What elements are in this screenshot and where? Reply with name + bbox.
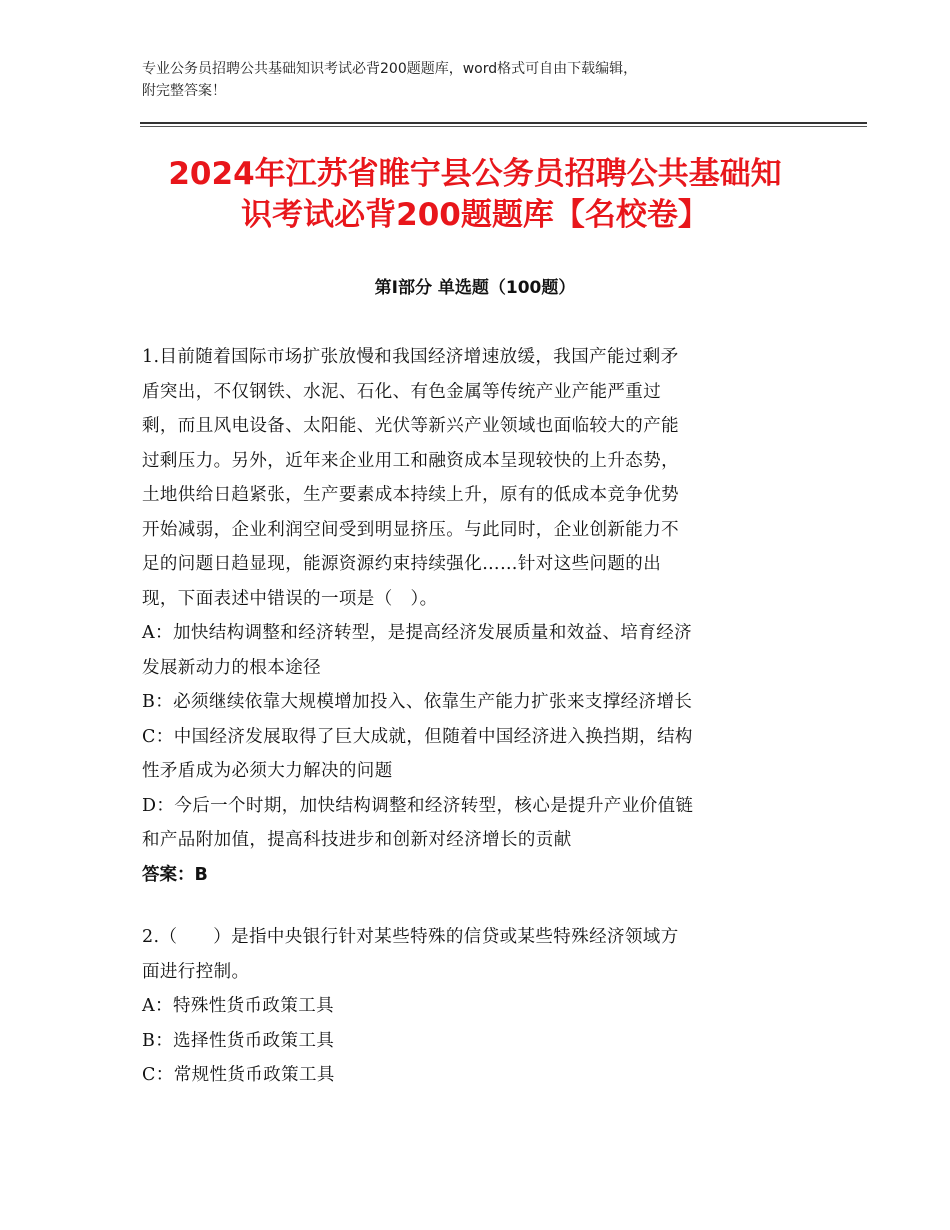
header-divider-thin <box>140 126 867 127</box>
question-stem-line: 2.（ ）是指中央银行针对某些特殊的信贷或某些特殊经济领域方 <box>142 927 679 947</box>
option-a: A：加快结构调整和经济转型，是提高经济发展质量和效益、培育经济 <box>142 623 693 643</box>
option-c: C：常规性货币政策工具 <box>142 1065 335 1085</box>
question-2 <box>142 920 807 1093</box>
answer-line: 答案：B <box>142 864 208 885</box>
question-1 <box>142 340 807 892</box>
question-stem-line: 现，下面表述中错误的一项是（ ）。 <box>142 588 438 609</box>
section-heading: 第Ⅰ部分 单选题（100题） <box>374 278 576 298</box>
question-stem-line: 盾突出，不仅钢铁、水泥、石化、有色金属等传统产业产能严重过 <box>142 381 662 402</box>
question-stem-line: 足的问题日趋显现，能源资源约束持续强化……针对这些问题的出 <box>142 554 662 574</box>
question-stem-line: 剩，而且风电设备、太阳能、光伏等新兴产业领域也面临较大的产能 <box>142 416 679 436</box>
option-a: A：特殊性货币政策工具 <box>142 996 335 1016</box>
header-note-line: 专业公务员招聘公共基础知识考试必背200题题库，word格式可自由下载编辑， <box>142 61 638 77</box>
question-stem-line: 土地供给日趋紧张，生产要素成本持续上升，原有的低成本竞争优势 <box>142 485 679 505</box>
option-d-continued: 和产品附加值，提高科技进步和创新对经济增长的贡献 <box>142 830 572 850</box>
header-divider-thick <box>140 122 867 124</box>
question-stem-line: 1.目前随着国际市场扩张放慢和我国经济增速放缓，我国产能过剩矛 <box>142 347 679 367</box>
document-title-line: 识考试必背200题题库【名校卷】 <box>241 197 709 233</box>
document-title <box>100 154 850 236</box>
question-stem-line: 面进行控制。 <box>142 961 250 982</box>
option-d: D：今后一个时期，加快结构调整和经济转型，核心是提升产业价值链 <box>142 795 694 816</box>
option-c-continued: 性矛盾成为必须大力解决的问题 <box>142 761 393 781</box>
question-stem-line: 过剩压力。另外，近年来企业用工和融资成本呈现较快的上升态势， <box>142 450 679 471</box>
option-b: B：必须继续依靠大规模增加投入、依靠生产能力扩张来支撑经济增长 <box>142 692 693 712</box>
option-a-continued: 发展新动力的根本途径 <box>142 657 321 678</box>
option-c: C：中国经济发展取得了巨大成就，但随着中国经济进入换挡期，结构 <box>142 726 693 747</box>
header-note-line: 附完整答案！ <box>142 83 226 99</box>
question-stem-line: 开始减弱，企业利润空间受到明显挤压。与此同时，企业创新能力不 <box>142 519 679 540</box>
document-title-line: 2024年江苏省睢宁县公务员招聘公共基础知 <box>168 156 782 192</box>
header-note <box>142 58 802 102</box>
option-b: B：选择性货币政策工具 <box>142 1030 335 1051</box>
